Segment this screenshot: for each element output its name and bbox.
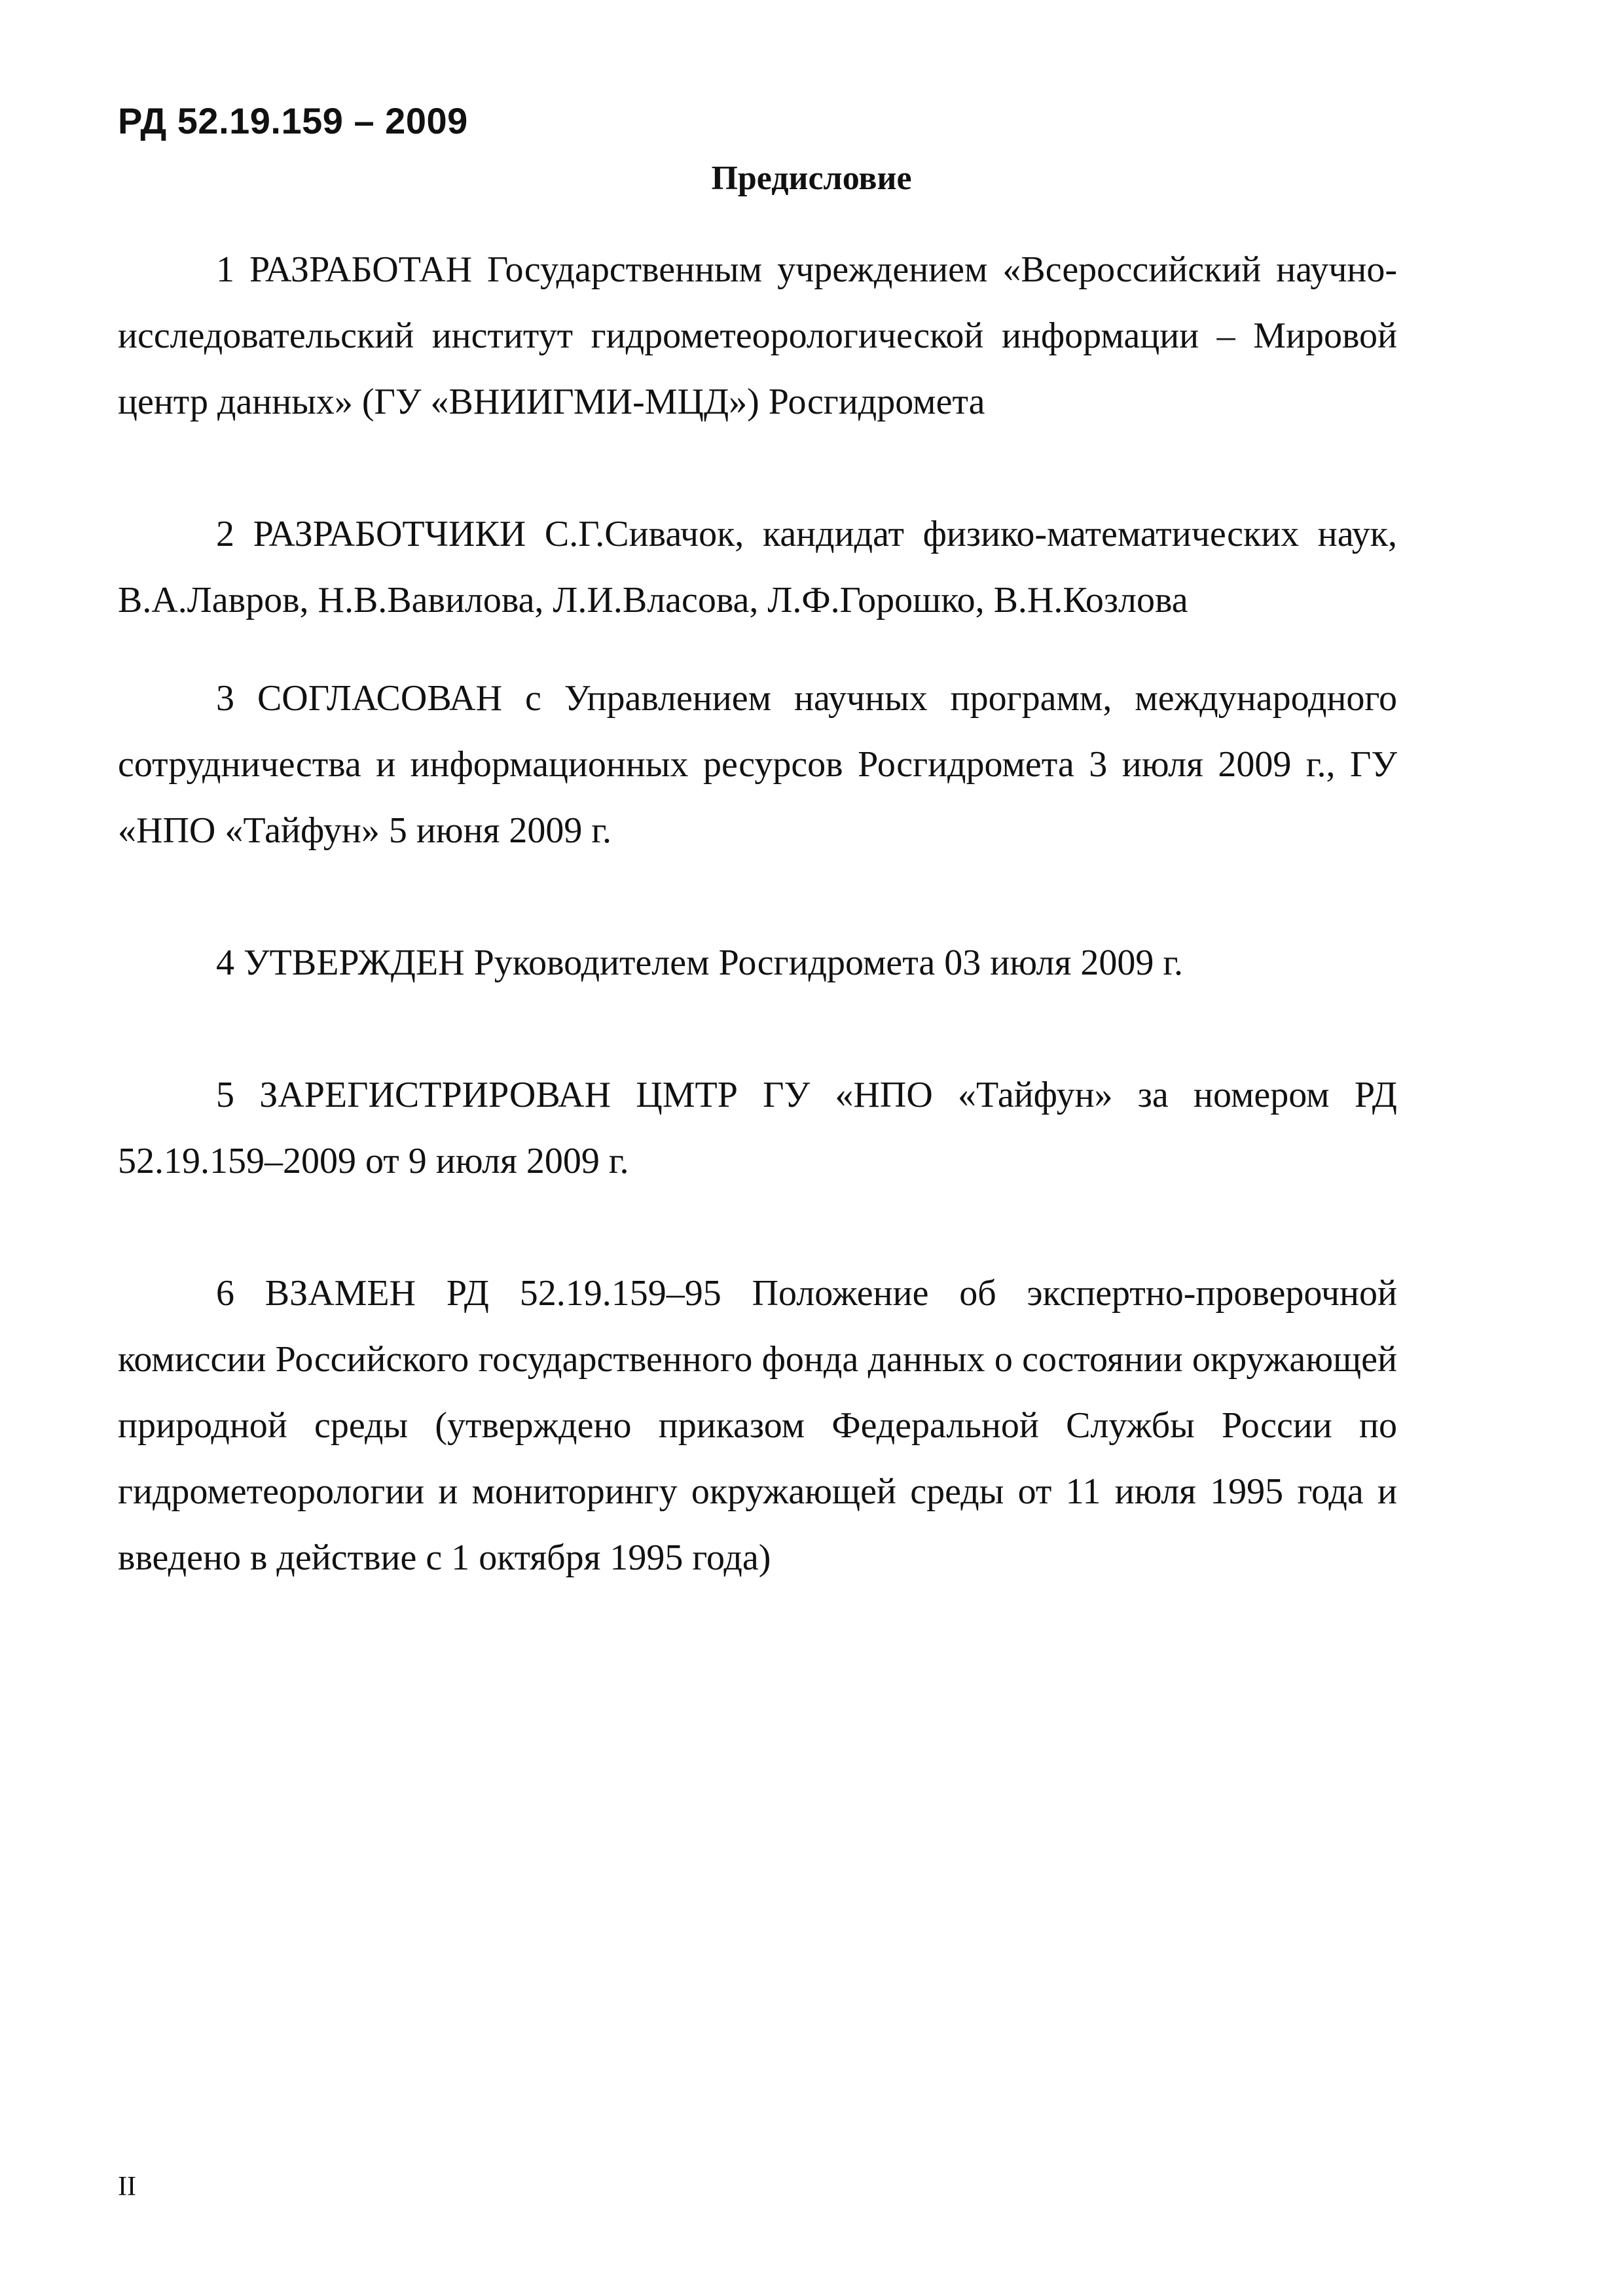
preface-item-3: 3 СОГЛАСОВАН с Управлением научных программ, международного сотрудничества и информационных ресурсов Росгидромета 3 июля 2009 г., ГУ «НПО «Тайфун» 5 июня 2009 г. <box>118 678 1397 851</box>
preface-body <box>118 237 1397 1591</box>
preface-item-1: 1 РАЗРАБОТАН Государственным учреждением «Всероссийский научно-исследовательский институт гидрометеорологической информации – Мировой центр данных» (ГУ «ВНИИГМИ-МЦД») Росгидромета <box>118 249 1397 422</box>
preface-item-4: 4 УТВЕРЖДЕН Руководителем Росгидромета 03 июля 2009 г. <box>216 942 1184 983</box>
preface-item-6: 6 ВЗАМЕН РД 52.19.159–95 Положение об экспертно-проверочной комиссии Российского государственного фонда данных о состоянии окружающей природной среды (утверждено приказом Федеральной Службы России по гидрометеорологии и мониторингу окружающей среды от 11 июля 1995 года и введено в действие с 1 октября 1995 года) <box>118 1273 1397 1578</box>
preface-item-5: 5 ЗАРЕГИСТРИРОВАН ЦМТР ГУ «НПО «Тайфун» за номером РД 52.19.159–2009 от 9 июля 2009 г. <box>118 1075 1397 1181</box>
page-number: II <box>118 2172 136 2202</box>
preface-item-2: 2 РАЗРАБОТЧИКИ С.Г.Сивачок, кандидат физико-математических наук, В.А.Лавров, Н.В.Вавилова, Л.И.Власова, Л.Ф.Горошко, В.Н.Козлова <box>118 514 1397 620</box>
document-code: РД 52.19.159 – 2009 <box>118 100 468 141</box>
page-title: Предисловие <box>711 160 912 197</box>
